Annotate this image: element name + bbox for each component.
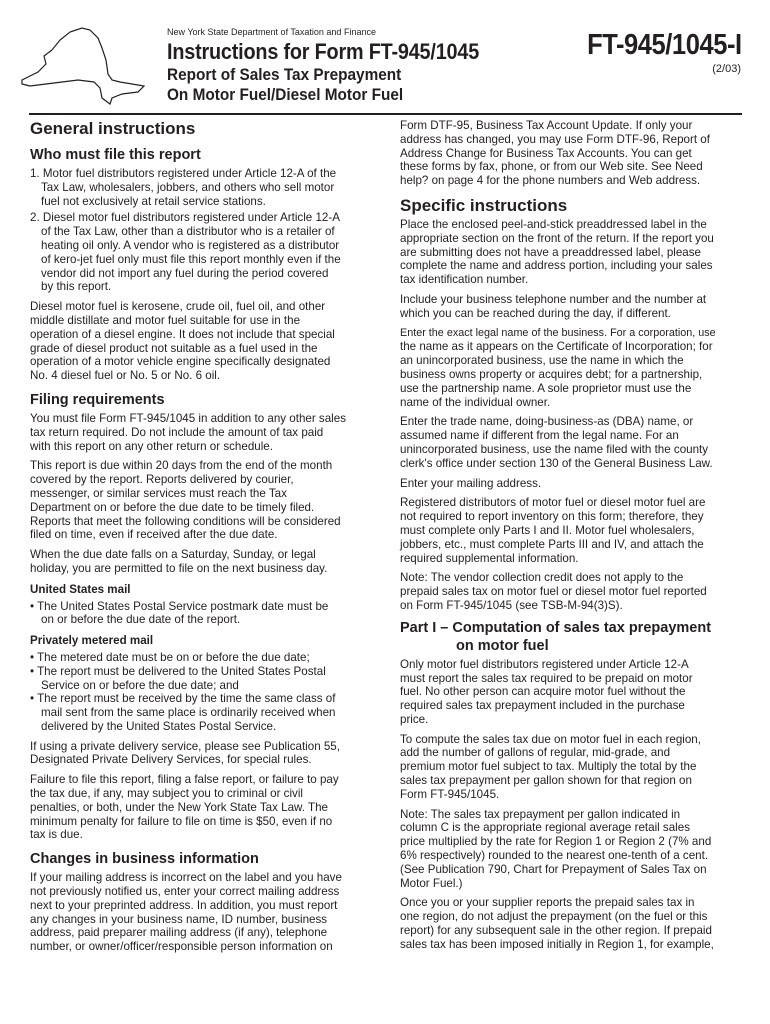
text-line: are submitting does not have a preaddressed label, please (400, 245, 701, 259)
text-line: on Form FT-945/1045 (see TSB-M-94(3)S). (400, 598, 623, 612)
text-line: (See Publication 790, Chart for Prepayment of Sales Tax on (400, 862, 707, 876)
text-line: prepaid sales tax on motor fuel or diesel motor fuel reported (400, 585, 707, 599)
text-line: delivered by the United States Postal Service. (41, 719, 277, 733)
form-number: FT-945/1045-I (587, 29, 742, 61)
text-line: tax is due. (30, 828, 83, 842)
text-line: on or before the due date of the report. (41, 613, 241, 627)
text-line: number, or owner/officer/responsible person information on (30, 940, 333, 954)
text-line: Enter the exact legal name of the business. For a corporation, use (400, 326, 716, 339)
text-line: • The metered date must be on or before the due date; (30, 650, 310, 664)
text-line: fuel. No other person can acquire motor fuel without the (400, 685, 686, 699)
text-line: Include your business telephone number and the number at (400, 292, 707, 306)
text-line: You must file Form FT-945/1045 in addition to any other sales (30, 411, 346, 425)
text-line: the tax due, if any, may subject you to criminal or civil (30, 787, 303, 801)
text-line: tax identification number. (400, 273, 529, 287)
text-line: • The report must be delivered to the United States Postal (30, 664, 326, 678)
text-line: minimum penalty for failure to file on time is $50, even if no (30, 814, 333, 828)
page-title: Instructions for Form FT-945/1045 (167, 39, 480, 64)
text-line: • The report must be received by the time the same class of (30, 692, 336, 706)
text-line: fuel not exclusively at retail service stations. (41, 194, 266, 208)
text-line: the name as it appears on the Certificate of Incorporation; for (400, 340, 713, 354)
text-line: Place the enclosed peel-and-stick preaddressed label in the (400, 217, 707, 231)
text-line: not previously notified us, enter your correct mailing address (30, 885, 340, 899)
text-line: add the number of gallons of regular, mid-grade, and (400, 746, 671, 760)
text-line: penalties, or both, under the New York State Tax Law. The (30, 800, 328, 814)
subsection-heading: on motor fuel (456, 637, 549, 654)
text-line: Form FT-945/1045. (400, 787, 500, 801)
text-line: heating oil only. A vendor who is registered as a distributor (41, 238, 340, 252)
text-line: name of the individual owner. (400, 395, 551, 409)
text-line: This report is due within 20 days from the end of the month (30, 459, 333, 473)
text-line: holiday, you are permitted to file on the next business day. (30, 561, 328, 575)
text-line: one region, do not adjust the prepayment (on the fuel or this (400, 910, 708, 924)
text-line: Enter your mailing address. (400, 476, 542, 490)
text-line: operation of a motor vehicle engine specifically designated (30, 355, 331, 369)
agency-name: New York State Department of Taxation and Finance (167, 27, 376, 37)
text-line: Motor Fuel.) (400, 876, 463, 890)
text-line: assumed name if different from the legal name. For an (400, 429, 679, 443)
text-line: tax return required. Do not include the amount of tax paid (30, 425, 324, 439)
text-line: filed on time, even if received after the due date. (30, 528, 278, 542)
text-line: jobbers, etc., must complete Parts III and IV, and attach the (400, 537, 704, 551)
text-line: business owns property or acquires debt; for a partnership, (400, 367, 703, 381)
text-line: Address Change for Business Tax Accounts. You can get (400, 146, 692, 160)
text-line: middle distillate and motor fuel suitable for use in the (30, 313, 301, 327)
text-line: with this report on any other return or schedule. (30, 439, 273, 453)
text-line: Enter the trade name, doing-business-as (DBA) name, or (400, 415, 694, 429)
text-line: must complete only Parts I and II. Motor fuel wholesalers, (400, 523, 695, 537)
section-heading: General instructions (30, 119, 196, 138)
text-line: an unincorporated business, use the name in which the (400, 354, 684, 368)
text-line: Service on or before the due date; and (41, 678, 239, 692)
text-line: required supplemental information. (400, 551, 579, 565)
text-line: use the partnership name. A sole proprietor must use the (400, 381, 692, 395)
text-line: must report the sales tax required to be prepaid on motor (400, 671, 693, 685)
right-column (400, 119, 744, 952)
text-line: Form DTF-95, Business Tax Account Update. If only your (400, 119, 693, 132)
text-line: premium motor fuel subject to tax. Multiply the total by the (400, 760, 697, 774)
text-line: 2. Diesel motor fuel distributors registered under Article 12-A (30, 211, 340, 225)
text-line: Designated Private Delivery Services, for special rules. (30, 753, 312, 767)
text-line: which you can be reached during the day, if different. (400, 306, 671, 320)
text-line: complete the name and address portion, including your sales (400, 259, 713, 273)
text-line: help? on page 4 for the phone numbers and Web address. (400, 174, 701, 188)
subsection-heading: Changes in business information (30, 851, 259, 868)
text-line: messenger, or similar services must reach the Tax (30, 486, 287, 500)
text-line: price multiplied by the rate for Region 1 or Region 2 (7% and (400, 835, 712, 849)
text-line: Only motor fuel distributors registered under Article 12-A (400, 657, 689, 671)
text-line: next to your preprinted address. In addition, you must report (30, 898, 338, 912)
text-line: of the Tax Law, other than a distributor who is a retailer of (41, 225, 335, 239)
text-line: If your mailing address is incorrect on the label and you have (30, 871, 342, 885)
text-line: Note: The vendor collection credit does not apply to the (400, 571, 684, 585)
section-heading: Specific instructions (400, 195, 568, 215)
text-line: Registered distributors of motor fuel or diesel motor fuel are (400, 496, 706, 510)
minor-heading: United States mail (30, 582, 131, 596)
text-line: Department on or before the due date to be timely filed. (30, 500, 315, 514)
text-line: Failure to file this report, filing a false report, or failure to pay (30, 773, 339, 787)
page-subtitle-line-1: Report of Sales Tax Prepayment (167, 66, 402, 84)
text-line: Once you or your supplier reports the prepaid sales tax in (400, 896, 695, 910)
text-line: clerk's office under section 130 of the General Business Law. (400, 456, 713, 470)
minor-heading: Privately metered mail (30, 634, 154, 648)
text-line: by this report. (41, 280, 112, 294)
new-york-state-map-logo (16, 24, 148, 106)
text-line: Diesel motor fuel is kerosene, crude oil, fuel oil, and other (30, 300, 326, 314)
text-line: grade of diesel product not suitable as a fuel used in the (30, 341, 318, 355)
text-line: these forms by fax, phone, or from our Web site. See Need (400, 160, 703, 174)
text-line: appropriate section on the front of the return. If the report you (400, 231, 714, 245)
page-subtitle-line-2: On Motor Fuel/Diesel Motor Fuel (167, 86, 404, 104)
text-line: sales tax has been imposed initially in Region 1, for example, (400, 937, 714, 951)
left-column (30, 119, 374, 954)
text-line: sales tax prepayment per gallon shown for that region on (400, 774, 692, 788)
text-line: vendor did not import any fuel during the period covered (41, 266, 329, 280)
text-line: not required to report inventory on this form; therefore, they (400, 510, 704, 524)
text-line: price. (400, 712, 429, 726)
text-line: any changes in your business name, ID number, business (30, 912, 328, 926)
text-line: covered by the report. Reports delivered by courier, (30, 473, 294, 487)
text-line: operation of a diesel engine. It does not include that special (30, 327, 335, 341)
subsection-heading: Filing requirements (30, 391, 165, 408)
subsection-heading: Who must file this report (30, 147, 201, 163)
text-line: address has changed, you may use Form DTF-96, Report of (400, 132, 710, 146)
text-line: 6% respectively) rounded to the nearest one-tenth of a cent. (400, 849, 709, 863)
subsection-heading: Part I – Computation of sales tax prepayment (400, 619, 712, 636)
text-line: of kero-jet fuel only must file this report monthly even if the (41, 252, 341, 266)
text-line: To compute the sales tax due on motor fuel in each region, (400, 732, 701, 746)
text-line: unincorporated business, use the name filed with the county (400, 442, 709, 456)
form-revision-date: (2/03) (712, 63, 741, 75)
text-line: report) for any subsequent sale in the other region. If prepaid (400, 924, 712, 938)
text-line: • The United States Postal Service postmark date must be (30, 599, 329, 613)
text-line: No. 4 diesel fuel or No. 5 or No. 6 oil. (30, 369, 221, 383)
text-line: mail sent from the same place is ordinarily received when (41, 706, 336, 720)
text-line: column C is the appropriate regional average retail sales (400, 821, 691, 835)
text-line: 1. Motor fuel distributors registered under Article 12-A of the (30, 167, 337, 180)
text-line: If using a private delivery service, please see Publication 55, (30, 739, 340, 753)
text-line: Tax Law, wholesalers, jobbers, and others who sell motor (41, 180, 335, 194)
header-divider (29, 113, 742, 115)
text-line: When the due date falls on a Saturday, Sunday, or legal (30, 548, 316, 562)
text-line: address, paid preparer mailing address (if any), telephone (30, 926, 328, 940)
text-line: required sales tax prepayment included in the purchase (400, 699, 685, 713)
text-line: Reports that meet the following conditions will be considered (30, 514, 341, 528)
text-line: Note: The sales tax prepayment per gallon indicated in (400, 807, 681, 821)
